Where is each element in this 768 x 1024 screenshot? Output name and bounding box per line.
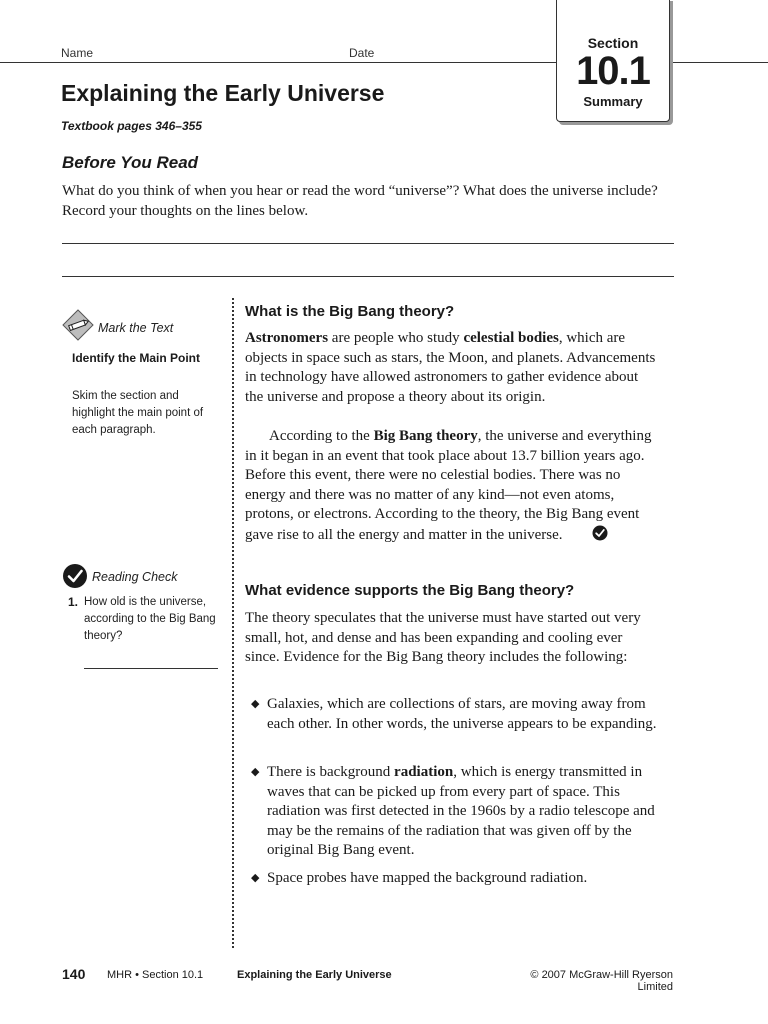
page-number: 140 [62, 966, 86, 982]
answer-line-1[interactable] [62, 243, 674, 244]
reading-check-answer-line[interactable] [84, 668, 218, 669]
check-circle-icon [62, 563, 88, 589]
check-circle-icon [568, 525, 584, 541]
paragraph-big-bang-theory: According to the Big Bang theory, the universe and everything in it began in an event that took place about 13.7 billion years ago. Before this event, there were no celestial bodies. There was no energy and there was no matter of any kind—not even atoms, protons, or electrons. According to the theory, the Big Bang event gave rise to all the energy and matter in the universe. [245, 428, 652, 543]
date-label: Date [349, 46, 375, 60]
before-you-read-heading: Before You Read [62, 153, 199, 172]
diamond-bullet-icon: ◆ [251, 698, 260, 710]
badge-summary-label: Summary [583, 94, 643, 109]
answer-line-2[interactable] [62, 276, 674, 277]
mark-the-text-label: Mark the Text [98, 321, 174, 335]
reading-check-label: Reading Check [92, 570, 178, 584]
badge-section-label: Section [587, 35, 639, 51]
section-heading-big-bang: What is the Big Bang theory? [245, 303, 455, 320]
mark-the-text-instructions: Skim the section and highlight the main point of each paragraph. [72, 390, 204, 436]
name-label: Name [61, 46, 94, 60]
pencil-diamond-icon [62, 309, 94, 341]
textbook-pages: Textbook pages 346–355 [61, 119, 202, 133]
before-you-read-prompt: What do you think of when you hear or read the word “universe”? What does the universe include? Record your thoughts on the lines below. [62, 183, 658, 219]
reading-check-number: 1. [68, 595, 79, 609]
section-badge [556, 0, 670, 122]
paragraph-evidence-intro: The theory speculates that the universe must have started out very small, hot, and dense and has been expanding and cooling ever since. Evidence for the Big Bang theory includes the following: [245, 610, 641, 666]
diamond-bullet-icon: ◆ [251, 766, 260, 778]
page-title: Explaining the Early Universe [61, 80, 385, 106]
column-divider [232, 298, 234, 948]
section-heading-evidence: What evidence supports the Big Bang theory? [245, 582, 575, 599]
diamond-bullet-icon: ◆ [251, 872, 260, 884]
identify-main-point-heading: Identify the Main Point [72, 351, 200, 365]
footer-section: MHR • Section 10.1 [107, 969, 204, 981]
paragraph-astronomers: Astronomers are people who study celestial bodies, which are objects in space such as stars, the Moon, and planets. Advancements in technology have allowed astronomers to gather evidence about the universe and propose a theory about its origin. [245, 330, 656, 405]
reading-check-question: How old is the universe, according to the Big Bang theory? [84, 596, 216, 642]
badge-section-number: 10.1 [576, 49, 650, 93]
footer-chapter-title: Explaining the Early Universe [237, 969, 392, 981]
footer-copyright: © 2007 McGraw-Hill Ryerson Limited [530, 969, 673, 993]
